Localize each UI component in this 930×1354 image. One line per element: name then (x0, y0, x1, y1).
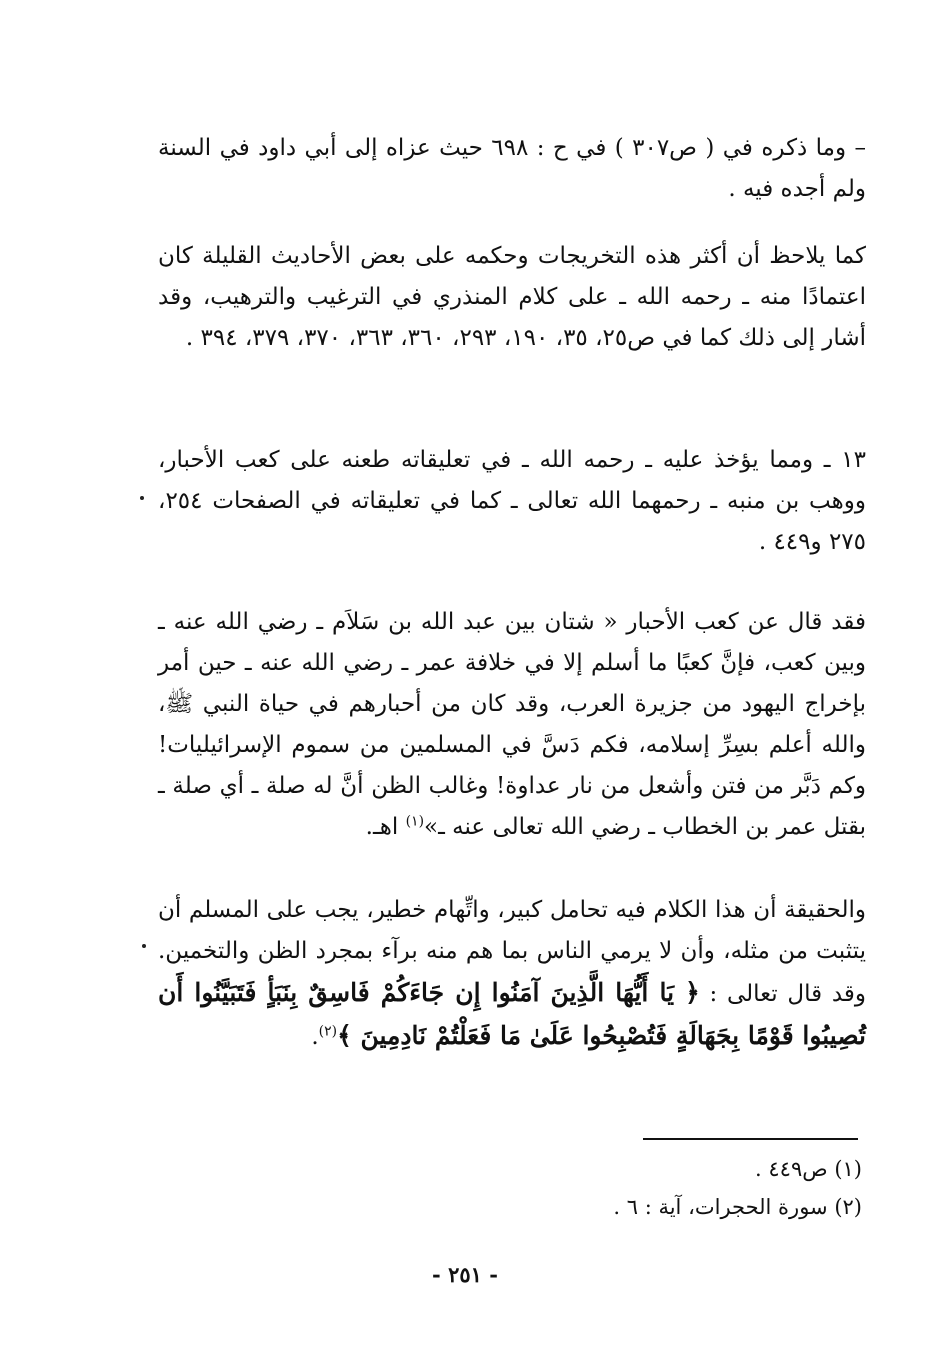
paragraph-1-text: – وما ذكره في ( ص٣٠٧ ) في ح : ٦٩٨ حيث عزاه إلى أبي داود في السنة ولم أجده فيه . (158, 135, 866, 202)
footnotes (462, 1150, 862, 1226)
paragraph-5-tail: . (311, 1024, 319, 1050)
footnote-ref-1[interactable]: (١) (405, 813, 425, 830)
paragraph-1 (158, 128, 866, 210)
main-text (158, 128, 866, 1088)
footnote-1: (١) ص٤٤٩ . (755, 1157, 862, 1181)
paragraph-2-text: كما يلاحظ أن أكثر هذه التخريجات وحكمه على بعض الأحاديث القليلة كان اعتمادًا منه ـ رحمه الله ـ على كلام المنذري في الترغيب والترهيب، وقد أشار إلى ذلك كما في ص٢٥، ٣٥، ١٩٠، ٢٩٣، ٣٦٠، ٣٦٣، ٣٧٠، ٣٧٩، ٣٩٤ . (158, 243, 866, 351)
page-number: - ٢٥١ - (432, 1262, 498, 1287)
scan-speck (142, 944, 146, 948)
footnote-ref-2[interactable]: (٢) (318, 1023, 338, 1040)
paragraph-4-text: فقد قال عن كعب الأحبار « شتان بين عبد الله بن سَلاَم ـ رضي الله عنه ـ وبين كعب، فإنَّ كعبًا ما أسلم إلا في خلافة عمر ـ رضي الله عنه ـ حين أمر بإخراج اليهود من جزيرة العرب، وقد كان من أحبارهم في حياة النبي ﷺ، والله أعلم بسِرِّ إسلامه، فكم دَسَّ في المسلمين من سموم الإسرائيليات! وكم دَبَّر من فتن وأشعل من نار عداوة! وغالب الظن أنَّ له صلة ـ أي صلة ـ بقتل عمر بن الخطاب ـ رضي الله تعالى عنه ـ» (158, 609, 866, 840)
paragraph-4 (158, 602, 866, 848)
footnote-2: (٢) سورة الحجرات، آية : ٦ . (613, 1195, 862, 1219)
footnote-separator (643, 1138, 858, 1140)
paragraph-5-text: والحقيقة أن هذا الكلام فيه تحامل كبير، واتِّهام خطير، يجب على المسلم أن يتثبت من مثله، وأن لا يرمي الناس بما هم منه برآء بمجرد الظن والتخمين. وقد قال تعالى : (158, 897, 866, 1007)
scan-speck (140, 496, 144, 500)
quran-verse: ﴿ يَا أَيُّهَا الَّذِينَ آمَنُوا إِن جَاءَكُمْ فَاسِقٌ بِنَبَأٍ فَتَبَيَّنُوا أَن تُصِيبُوا قَوْمًا بِجَهَالَةٍ فَتُصْبِحُوا عَلَىٰ مَا فَعَلْتُمْ نَادِمِينَ ﴾ (158, 978, 866, 1050)
paragraph-4-tail: اهـ. (365, 814, 406, 840)
paragraph-3 (158, 440, 866, 563)
paragraph-5 (158, 890, 866, 1058)
paragraph-3-text: ١٣ ـ ومما يؤخذ عليه ـ رحمه الله ـ في تعليقاته طعنه على كعب الأحبار، ووهب بن منبه ـ رحمهما الله تعالى ـ كما في تعليقاته في الصفحات ٢٥٤، ٢٧٥ و٤٤٩ . (158, 447, 866, 555)
paragraph-2 (158, 236, 866, 359)
